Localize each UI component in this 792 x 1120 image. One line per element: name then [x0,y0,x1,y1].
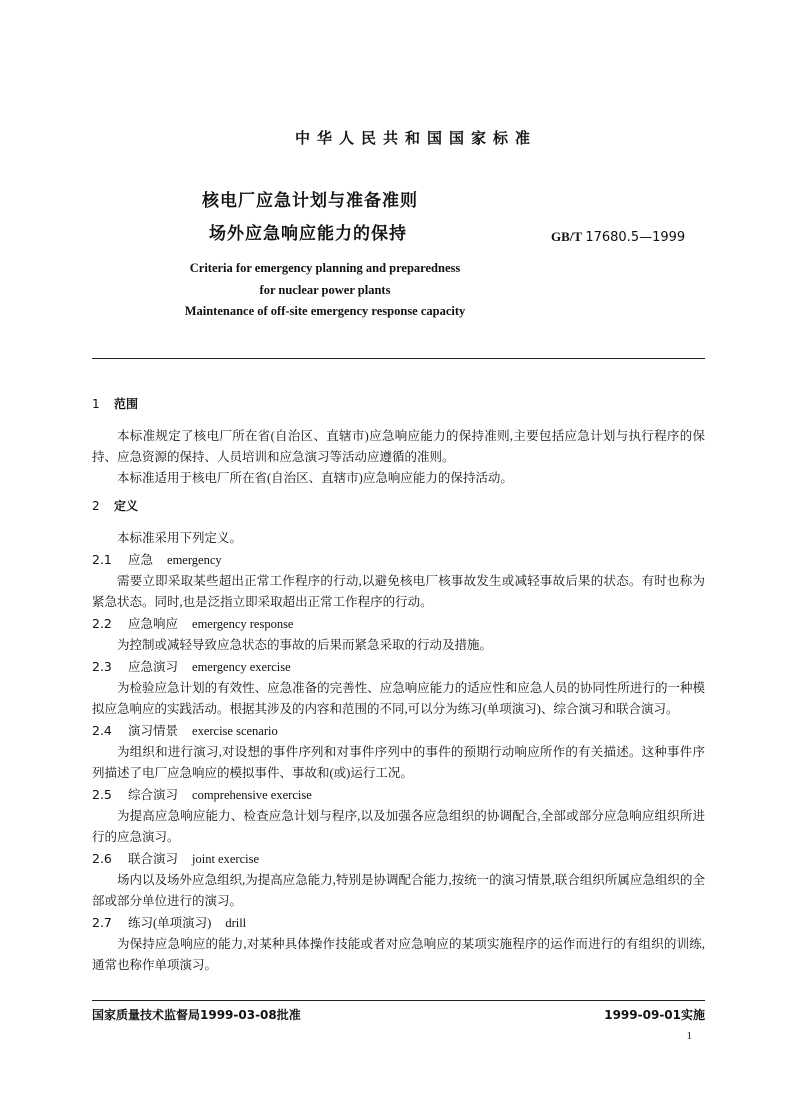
term-definition: 场内以及场外应急组织,为提高应急能力,特别是协调配合能力,按统一的演习情景,联合组织所属应急组织的全部或部分单位进行的演习。 [92,873,705,908]
section-title: 范围 [114,397,139,411]
term-number: 2.2 [92,616,112,631]
term-english: joint exercise [192,852,260,866]
term-heading [92,848,705,870]
term-english: emergency exercise [192,660,291,674]
term-heading [92,613,705,635]
term-number: 2.4 [92,723,112,738]
term-chinese: 应急 [128,553,154,567]
paragraph: 本标准采用下列定义。 [117,531,243,545]
footer-divider [92,1000,705,1001]
term-chinese: 演习情景 [128,724,179,738]
term-heading [92,549,705,571]
term-english: emergency response [192,617,294,631]
document-body [92,397,705,976]
term-heading [92,784,705,806]
approval-line: 国家质量技术监督局1999-03-08批准 [92,1008,301,1022]
chinese-title-line2: 场外应急响应能力的保持 [209,224,407,244]
term-heading [92,912,705,934]
term-heading [92,720,705,742]
standard-number [551,229,685,245]
term-number: 2.7 [92,915,112,930]
term-english: drill [225,916,247,930]
english-title-line1: Criteria for emergency planning and preparedness [189,261,461,275]
section-number: 2 [92,499,100,513]
term-english: comprehensive exercise [192,788,312,802]
term-definition: 需要立即采取某些超出正常工作程序的行动,以避免核电厂核事故发生或减轻事故后果的状态。有时也称为紧急状态。同时,也是泛指立即采取超出正常工作程序的行动。 [92,574,705,609]
section-title: 定义 [114,499,139,513]
term-chinese: 练习(单项演习) [128,916,212,930]
term-number: 2.1 [92,552,112,567]
section-heading-definitions [92,499,705,520]
term-number: 2.3 [92,659,112,674]
term-definition: 为保持应急响应的能力,对某种具体操作技能或者对应急响应的某项实施程序的运作而进行的有组织的训练,通常也称作单项演习。 [92,937,705,972]
section-heading-scope [92,397,705,418]
header-divider [92,358,705,359]
term-definition: 为组织和进行演习,对设想的事件序列和对事件序列中的事件的预期行动响应所作的有关描述。这种事件序列描述了电厂应急响应的模拟事件、事故和(或)运行工况。 [92,745,705,780]
page-number: 1 [686,1030,692,1042]
term-definition: 为检验应急计划的有效性、应急准备的完善性、应急响应能力的适应性和应急人员的协同性所进行的一种模拟应急响应的实践活动。根据其涉及的内容和范围的不同,可以分为练习(单项演习)、综合演习和联合演习。 [92,681,705,716]
term-chinese: 联合演习 [128,852,179,866]
effective-date: 1999-09-01实施 [604,1008,705,1022]
english-title-line2: for nuclear power plants [259,283,391,297]
paragraph: 本标准适用于核电厂所在省(自治区、直辖市)应急响应能力的保持活动。 [117,471,513,485]
term-english: emergency [167,553,222,567]
english-title-line3: Maintenance of off-site emergency response capacity [184,304,466,318]
term-number: 2.6 [92,851,112,866]
term-chinese: 应急演习 [128,660,179,674]
term-definition: 为控制或减轻导致应急状态的事故的后果而紧急采取的行动及措施。 [117,638,493,652]
chinese-title-line1: 核电厂应急计划与准备准则 [202,191,418,211]
term-english: exercise scenario [192,724,278,738]
term-chinese: 应急响应 [128,617,179,631]
term-heading [92,656,705,678]
national-standard-heading: 中华人民共和国国家标准 [294,129,537,147]
term-chinese: 综合演习 [128,788,179,802]
term-definition: 为提高应急响应能力、检查应急计划与程序,以及加强各应急组织的协调配合,全部或部分应急响应组织所进行的应急演习。 [92,809,705,844]
standard-code: 17680.5—1999 [585,230,686,245]
term-number: 2.5 [92,787,112,802]
section-number: 1 [92,397,100,411]
standard-prefix: GB/T [551,229,583,244]
paragraph: 本标准规定了核电厂所在省(自治区、直辖市)应急响应能力的保持准则,主要包括应急计划与执行程序的保持、应急资源的保持、人员培训和应急演习等活动应遵循的准则。 [92,429,705,464]
